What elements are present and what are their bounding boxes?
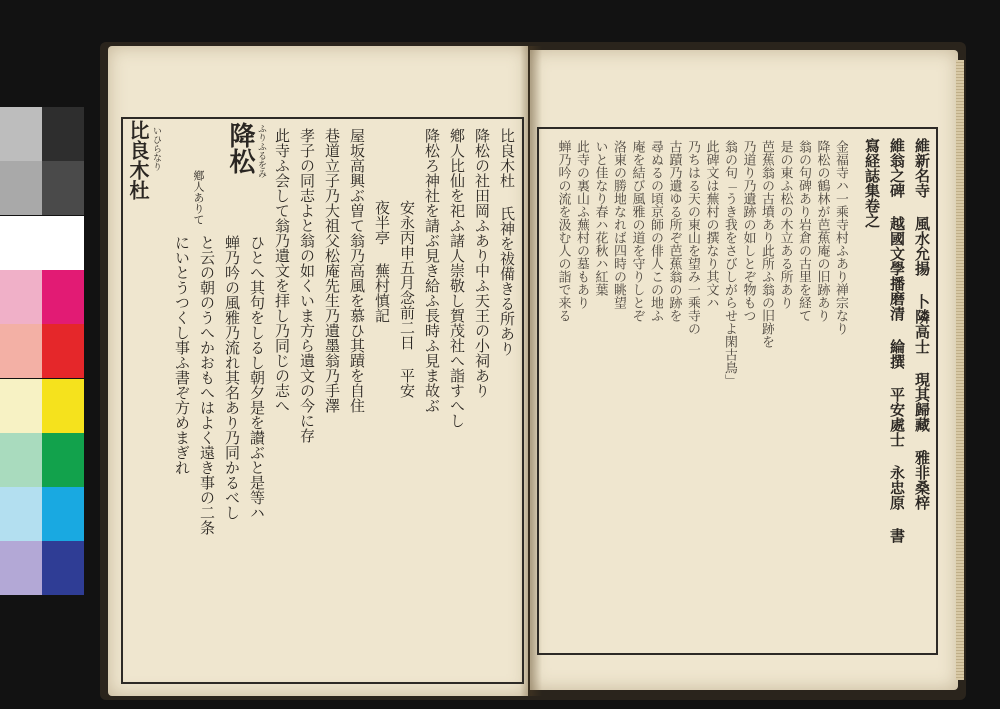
color-chip (0, 487, 42, 541)
left-text-column: 屋坂高興ぶ曽て翁乃高風を慕ひ其蹟を自住 (348, 128, 366, 413)
color-chip (0, 379, 42, 433)
right-header-column: 維新名寺 風水允揚 卜隣高士 現其歸藏 雅非桑梓 (913, 138, 931, 510)
right-text-column: 翁の句碑あり岩倉の古里を経て (796, 140, 811, 322)
right-text-column: 蝉乃吟の流を汲む人の詣で来る (555, 140, 571, 322)
left-text-column: 孝子の同志よと翁の如くいま方ら遺文の今に存 (298, 128, 316, 443)
right-text-column: 是の東ふ松の木立ある所あり (777, 140, 793, 309)
color-chip (42, 379, 84, 433)
left-text-column: 安永丙申五月念前二日 平安 (398, 200, 416, 398)
page-edges (956, 60, 964, 680)
right-header-column: 寫経誌集卷之 (863, 138, 881, 228)
color-chip (0, 161, 42, 215)
right-text-column: 此寺の裏山ふ蕪村の墓もあり (574, 140, 589, 309)
color-chip (0, 541, 42, 595)
place-title: 比良木杜 (126, 120, 150, 200)
left-text-column: にいとうつくし事ふ書ぞ方めまぎれ (173, 235, 191, 475)
left-text-column: 蝉乃吟の風雅乃流れ其名あり乃同かるべし (223, 235, 241, 520)
right-text-column: 此碑文は蕪村の撰なり其文ハ (703, 140, 719, 309)
left-text-column: 降松ろ神社を請ぶ見き給ふ長時ふ見ま故ぶ (423, 128, 441, 413)
left-text-column: 鄕人比仙を祀ふ諸人崇敬し賀茂社へ詣すへし (448, 128, 466, 428)
right-text-column: 金福寺ハ一乘寺村ふあり禅宗なり (833, 140, 848, 335)
left-text-column: 夜半亭 蕪村慎記 (373, 200, 391, 323)
heading-note: 鄕人ありて (192, 170, 205, 225)
color-chip (42, 433, 84, 487)
left-text-column: 巷道立子乃大祖父松庵先生乃遺墨翁乃手澤 (323, 128, 341, 413)
color-chip (42, 270, 84, 324)
heading-large: 降松 (225, 122, 255, 174)
right-text-column: 芭蕉翁の古墳あり此所ふ翁の旧跡を (759, 140, 774, 348)
right-text-column: 尋ぬるの頃京師の俳人この地ふ (648, 140, 663, 322)
right-text-column: いと佳なり春ハ花秋ハ紅葉 (592, 140, 608, 296)
color-chip (42, 541, 84, 595)
right-text-column: 降松の鶴林が芭蕉庵の旧跡あり (814, 140, 830, 322)
color-chip (0, 324, 42, 378)
right-text-column: 洛東の勝地なれば四時の眺望 (611, 140, 626, 309)
color-chip (0, 216, 42, 270)
color-chip (42, 487, 84, 541)
color-chip (42, 107, 84, 161)
right-header-column: 維翁之碑 越國文學播磨清 綸撰 平安處士 永忠原 書 (888, 138, 906, 543)
left-text-column: 此寺ふ会して翁乃遺文を拝し乃同じの志へ (273, 128, 291, 413)
left-text-column: ひとへ其句をしるし朝夕是を讃ぶと是等ハ (248, 235, 266, 520)
place-kana: いひらなり (151, 126, 161, 171)
color-chip (42, 216, 84, 270)
right-text-column: 庵を結び風雅の道を守りしとぞ (629, 140, 645, 322)
color-chip (42, 161, 84, 215)
right-text-column: 翁の句「うき我をさびしがらせよ閑古鳥」 (722, 140, 737, 387)
color-chip (42, 324, 84, 378)
left-text-column: と云の朝のうへかおもへはよく遠き事の二条 (198, 235, 216, 535)
color-chip (0, 433, 42, 487)
color-chip (0, 270, 42, 324)
heading-kana: ふりふるをみ (256, 124, 266, 178)
right-text-column: 古蹟乃遺ゆる所ぞ芭蕉翁の跡を (666, 140, 682, 322)
right-text-column: 乃ちはる天の東山を望み一乘寺の (685, 140, 700, 335)
color-chip (0, 107, 42, 161)
color-calibration-chart (0, 107, 84, 596)
left-text-column: 比良木杜 氏神を祓備きる所あり (498, 128, 516, 356)
right-text-column: 乃道り乃遺跡の如しとぞ物もつ (740, 140, 756, 322)
left-text-column: 降松の社田岡ふあり中ふ天王の小祠あり (473, 128, 491, 398)
